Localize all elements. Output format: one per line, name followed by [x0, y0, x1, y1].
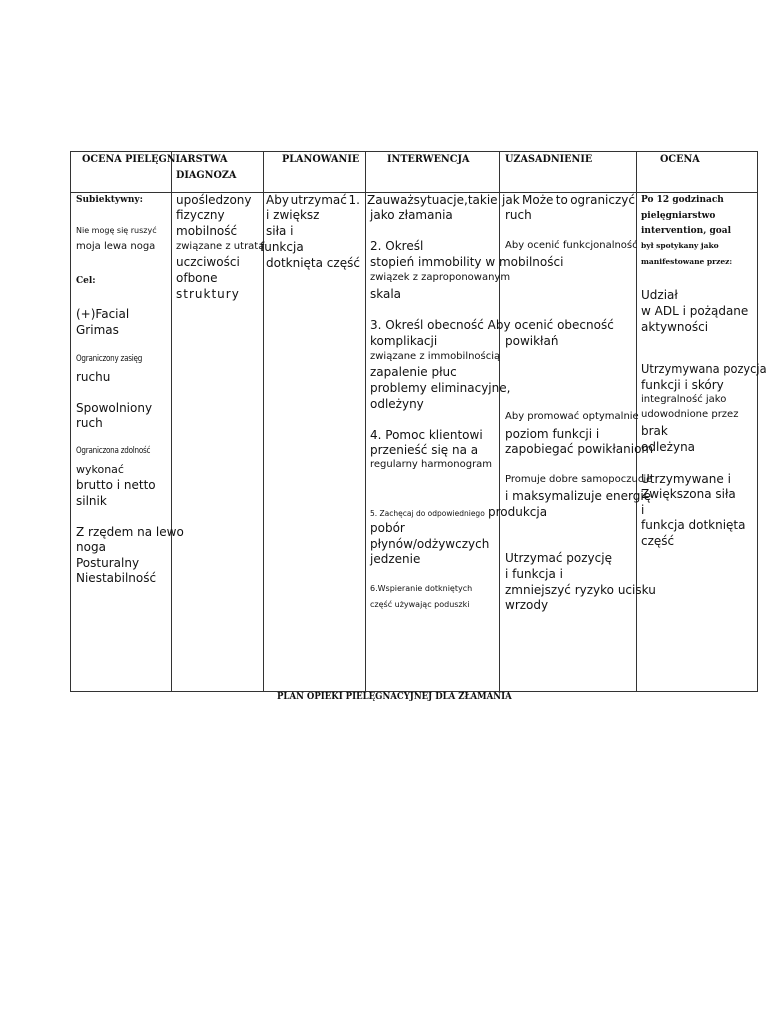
- intervention-text: jedzenie: [370, 552, 421, 566]
- goal-label: Cel:: [76, 276, 96, 286]
- intervention-text: komplikacji: [370, 334, 438, 348]
- rationale-text: [502, 193, 635, 207]
- rationale-text: zmniejszyć ryzyko ucisku: [505, 583, 656, 597]
- intervention-text: stopień immobility w mobilności: [370, 255, 564, 269]
- rationale-word: ograniczyć: [570, 193, 635, 207]
- assessment-item: Z rzędem na lewo: [76, 525, 184, 539]
- evaluation-text: Zwiększona siła: [641, 487, 736, 501]
- header-evaluation: OCENA: [660, 153, 700, 165]
- assessment-item: ruchu: [76, 370, 111, 384]
- planning-text: siła i: [266, 224, 294, 238]
- rationale-text: wrzody: [505, 598, 549, 612]
- rationale-text: i maksymalizuje energię: [505, 489, 652, 503]
- assessment-item: Spowolniony: [76, 401, 153, 415]
- rationale-word: jak: [502, 193, 520, 207]
- subjective-label: Subiektywny:: [76, 195, 143, 205]
- assessment-item: (+)Facial: [76, 307, 130, 321]
- diagnosis-text: fizyczny: [176, 208, 225, 222]
- evaluation-text: i: [641, 503, 645, 517]
- diagnosis-text: związane z utratą: [176, 241, 265, 252]
- evaluation-text: w ADL i pożądane: [641, 304, 749, 318]
- evaluation-text: odleżyna: [641, 440, 696, 454]
- column-divider: [365, 152, 366, 691]
- rationale-text: ruch: [505, 208, 532, 222]
- header-diagnosis: DIAGNOZA: [176, 169, 237, 181]
- column-divider: [171, 152, 172, 691]
- evaluation-text: Utrzymywane i: [641, 472, 731, 486]
- intervention-text: problemy eliminacyjne,: [370, 381, 511, 395]
- intervention-text: część używając poduszki: [370, 600, 470, 609]
- planning-text: i zwiększ: [266, 208, 320, 222]
- intervention-text: zapalenie płuc: [370, 365, 457, 379]
- diagnosis-text: ofbone: [176, 271, 218, 285]
- rationale-text: Aby ocenić funkcjonalność: [505, 240, 638, 251]
- planning-text: [266, 193, 360, 207]
- evaluation-text: manifestowane przez:: [641, 257, 733, 266]
- assessment-item: Posturalny: [76, 556, 140, 570]
- column-divider: [263, 152, 264, 691]
- assessment-item: Ograniczony zasięg: [76, 354, 143, 364]
- evaluation-text: funkcja dotknięta: [641, 518, 746, 532]
- evaluation-text: brak: [641, 424, 668, 438]
- evaluation-text: Utrzymywana pozycja: [641, 362, 767, 376]
- planning-text: funkcja: [260, 240, 304, 254]
- intervention-text: związane z immobilnością: [370, 351, 501, 362]
- intervention-text: przenieść się na a: [370, 443, 479, 457]
- evaluation-text: pielęgniarstwo: [641, 211, 716, 221]
- intervention-text: regularny harmonogram: [370, 459, 493, 470]
- assessment-item: ruch: [76, 416, 103, 430]
- rationale-text: Aby promować optymalnie: [505, 411, 639, 422]
- assessment-item: noga: [76, 540, 106, 554]
- intervention-text: 3. Określ obecność Aby ocenić obecność: [370, 318, 614, 332]
- diagnosis-text: upośledzony: [176, 193, 252, 207]
- assessment-item: Niestabilność: [76, 571, 157, 585]
- table-caption: PLAN OPIEKI PIELĘGNACYJNEJ DLA ZŁAMANIA: [277, 691, 512, 702]
- evaluation-text: aktywności: [641, 320, 709, 334]
- evaluation-text: był spotykany jako: [641, 241, 719, 250]
- patient-quote: moja lewa noga: [76, 241, 156, 252]
- intervention-text: jako złamania: [370, 208, 453, 222]
- header-assessment-nursing: OCENA PIELĘGNIARSTWA: [82, 153, 228, 165]
- rationale-text: Promuje dobre samopoczucie: [505, 474, 653, 485]
- header-intervention: INTERWENCJA: [387, 153, 470, 165]
- rationale-text: powikłań: [505, 334, 559, 348]
- assessment-item: brutto i netto: [76, 478, 156, 492]
- evaluation-text: Udział: [641, 288, 678, 302]
- planning-word: Aby: [266, 193, 289, 207]
- planning-word: utrzymać: [290, 193, 347, 207]
- intervention-text: odleżyny: [370, 397, 424, 411]
- planning-word: 1.: [348, 193, 360, 207]
- rationale-text: poziom funkcji i: [505, 427, 600, 441]
- rationale-text: Utrzymać pozycję: [505, 551, 612, 565]
- diagnosis-text: struktury: [176, 287, 240, 301]
- rationale-text: zapobiegać powikłaniom: [505, 442, 654, 456]
- assessment-item: Grimas: [76, 323, 119, 337]
- intervention-text: pobór: [370, 521, 405, 535]
- intervention-word: sytuacje,: [413, 193, 468, 207]
- intervention-text: 6.Wspieranie dotkniętych: [370, 584, 473, 593]
- intervention-text: 2. Określ: [370, 239, 424, 253]
- evaluation-text: udowodnione przez: [641, 409, 739, 420]
- header-rationale: UZASADNIENIE: [505, 153, 593, 165]
- evaluation-text: Po 12 godzinach: [641, 195, 724, 205]
- intervention-text: skala: [370, 287, 402, 301]
- header-planning: PLANOWANIE: [282, 153, 360, 165]
- evaluation-text: intervention, goal: [641, 226, 732, 236]
- column-divider: [499, 152, 500, 691]
- rationale-word: Może: [522, 193, 554, 207]
- evaluation-text: integralność jako: [641, 394, 727, 405]
- intervention-text: produkcja: [488, 505, 548, 519]
- intervention-text: związek z zaproponowanym: [370, 272, 511, 283]
- evaluation-text: część: [641, 534, 675, 548]
- intervention-text: płynów/odżywczych: [370, 537, 490, 551]
- intervention-word: Zauważ: [367, 193, 414, 207]
- assessment-item: wykonać: [76, 463, 124, 476]
- evaluation-text: funkcji i skóry: [641, 378, 724, 392]
- rationale-text: i funkcja i: [505, 567, 563, 581]
- rationale-word: to: [555, 193, 568, 207]
- intervention-word: takie: [467, 193, 498, 207]
- intervention-text: [367, 193, 497, 207]
- patient-quote: Nie mogę się ruszyć: [76, 226, 157, 235]
- intervention-text: 4. Pomoc klientowi: [370, 428, 483, 442]
- planning-text: dotknięta część: [266, 256, 360, 270]
- assessment-item: silnik: [76, 494, 107, 508]
- diagnosis-text: mobilność: [176, 224, 238, 238]
- diagnosis-text: uczciwości: [176, 255, 240, 269]
- assessment-item: Ograniczona zdolność: [76, 446, 151, 456]
- intervention-text: 5. Zachęcaj do odpowiedniego: [370, 509, 485, 518]
